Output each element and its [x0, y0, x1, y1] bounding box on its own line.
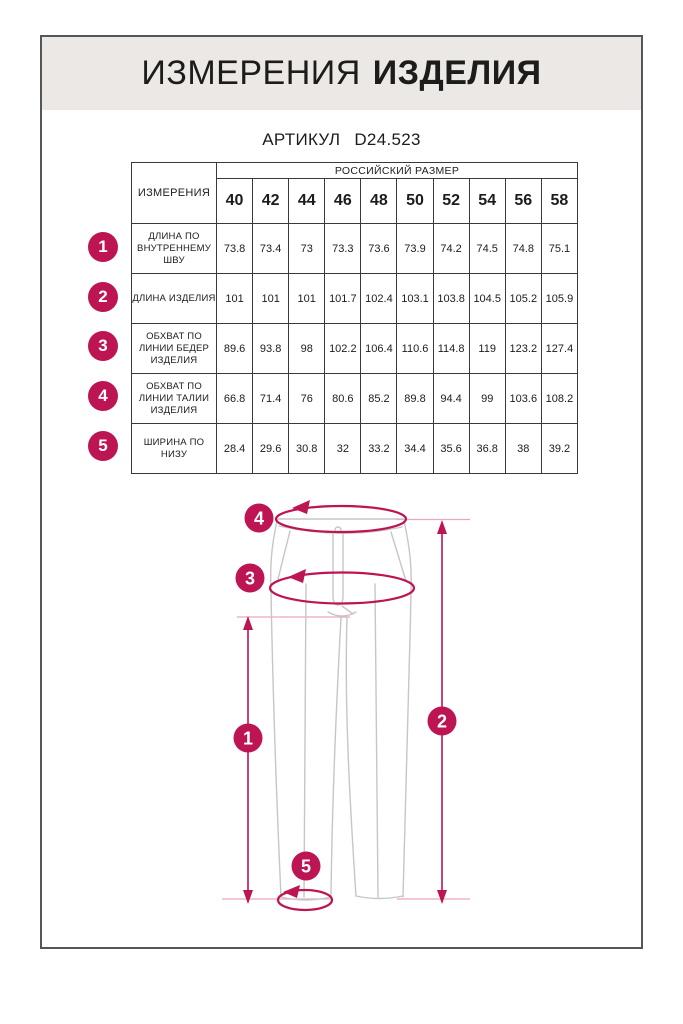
inseam-arrow — [243, 616, 253, 904]
size-col-header: 46 — [325, 179, 361, 224]
value-cell: 74.8 — [505, 224, 541, 274]
row-marker-2: 2 — [88, 282, 118, 312]
size-col-header: 54 — [469, 179, 505, 224]
size-col-header: 40 — [217, 179, 253, 224]
value-cell: 101 — [253, 274, 289, 324]
row-label: ОБХВАТ ПО ЛИНИИ ТАЛИИ ИЗДЕЛИЯ — [132, 374, 217, 424]
size-col-header: 44 — [289, 179, 325, 224]
value-cell: 102.4 — [361, 274, 397, 324]
value-cell: 66.8 — [217, 374, 253, 424]
size-col-header: 48 — [361, 179, 397, 224]
value-cell: 38 — [505, 424, 541, 474]
value-cell: 127.4 — [541, 324, 577, 374]
article-line — [42, 130, 641, 150]
size-table — [131, 162, 578, 474]
hip-ellipse — [270, 569, 414, 604]
row-label: ОБХВАТ ПО ЛИНИИ БЕДЕР ИЗДЕЛИЯ — [132, 324, 217, 374]
value-cell: 71.4 — [253, 374, 289, 424]
row-label: ДЛИНА ПО ВНУТРЕННЕМУ ШВУ — [132, 224, 217, 274]
row-marker-3: 3 — [88, 331, 118, 361]
svg-text:3: 3 — [244, 568, 256, 589]
size-col-header: 58 — [541, 179, 577, 224]
value-cell: 73.6 — [361, 224, 397, 274]
value-cell: 34.4 — [397, 424, 433, 474]
value-cell: 103.1 — [397, 274, 433, 324]
diagram-marker-2 — [428, 707, 457, 736]
value-cell: 80.6 — [325, 374, 361, 424]
size-col-header: 52 — [433, 179, 469, 224]
value-cell: 32 — [325, 424, 361, 474]
page-frame — [40, 35, 643, 949]
size-group-header: РОССИЙСКИЙ РАЗМЕР — [217, 163, 578, 179]
value-cell: 85.2 — [361, 374, 397, 424]
row-marker-1: 1 — [88, 232, 118, 262]
right-crease — [375, 584, 378, 897]
value-cell: 101 — [289, 274, 325, 324]
measurements-col-header: ИЗМЕРЕНИЯ — [132, 163, 217, 224]
value-cell: 76 — [289, 374, 325, 424]
diagram-marker-1 — [234, 724, 263, 753]
value-cell: 104.5 — [469, 274, 505, 324]
value-cell: 73.8 — [217, 224, 253, 274]
value-cell: 73 — [289, 224, 325, 274]
svg-text:1: 1 — [242, 728, 254, 749]
value-cell: 33.2 — [361, 424, 397, 474]
value-cell: 93.8 — [253, 324, 289, 374]
value-cell: 73.4 — [253, 224, 289, 274]
value-cell: 89.8 — [397, 374, 433, 424]
page-title-bold: ИЗДЕЛИЯ — [372, 54, 542, 92]
diagram-marker-3 — [236, 564, 265, 593]
value-cell: 36.8 — [469, 424, 505, 474]
svg-text:4: 4 — [253, 508, 265, 529]
value-cell: 99 — [469, 374, 505, 424]
value-cell: 89.6 — [217, 324, 253, 374]
value-cell: 106.4 — [361, 324, 397, 374]
measurement-row — [132, 424, 578, 474]
size-col-header: 50 — [397, 179, 433, 224]
measurement-row — [132, 374, 578, 424]
row-label: ШИРИНА ПО НИЗУ — [132, 424, 217, 474]
measurement-row — [132, 324, 578, 374]
row-marker-4: 4 — [88, 381, 118, 411]
value-cell: 114.8 — [433, 324, 469, 374]
value-cell: 73.9 — [397, 224, 433, 274]
diagram-marker-5 — [292, 852, 321, 881]
waist-ellipse — [276, 500, 406, 532]
value-cell: 39.2 — [541, 424, 577, 474]
value-cell: 105.2 — [505, 274, 541, 324]
value-cell: 101.7 — [325, 274, 361, 324]
measurement-row — [132, 224, 578, 274]
value-cell: 103.8 — [433, 274, 469, 324]
left-crease — [304, 584, 306, 897]
value-cell: 98 — [289, 324, 325, 374]
diagram-marker-4 — [245, 504, 274, 533]
value-cell: 119 — [469, 324, 505, 374]
value-cell: 28.4 — [217, 424, 253, 474]
value-cell: 75.1 — [541, 224, 577, 274]
value-cell: 101 — [217, 274, 253, 324]
value-cell: 103.6 — [505, 374, 541, 424]
svg-text:5: 5 — [300, 856, 312, 877]
value-cell: 29.6 — [253, 424, 289, 474]
row-label: ДЛИНА ИЗДЕЛИЯ — [132, 274, 217, 324]
value-cell: 108.2 — [541, 374, 577, 424]
value-cell: 30.8 — [289, 424, 325, 474]
article-value: D24.523 — [354, 130, 421, 149]
value-cell: 110.6 — [397, 324, 433, 374]
header-band — [42, 37, 641, 110]
product-diagram — [170, 495, 490, 915]
value-cell: 73.3 — [325, 224, 361, 274]
value-cell: 123.2 — [505, 324, 541, 374]
article-label: АРТИКУЛ — [262, 130, 341, 149]
size-col-header: 42 — [253, 179, 289, 224]
measurement-row — [132, 274, 578, 324]
row-marker-5: 5 — [88, 431, 118, 461]
value-cell: 94.4 — [433, 374, 469, 424]
size-col-header: 56 — [505, 179, 541, 224]
value-cell: 102.2 — [325, 324, 361, 374]
value-cell: 74.5 — [469, 224, 505, 274]
value-cell: 35.6 — [433, 424, 469, 474]
svg-text:2: 2 — [436, 711, 448, 732]
page-title-regular: ИЗМЕРЕНИЯ — [141, 54, 361, 92]
value-cell: 105.9 — [541, 274, 577, 324]
value-cell: 74.2 — [433, 224, 469, 274]
